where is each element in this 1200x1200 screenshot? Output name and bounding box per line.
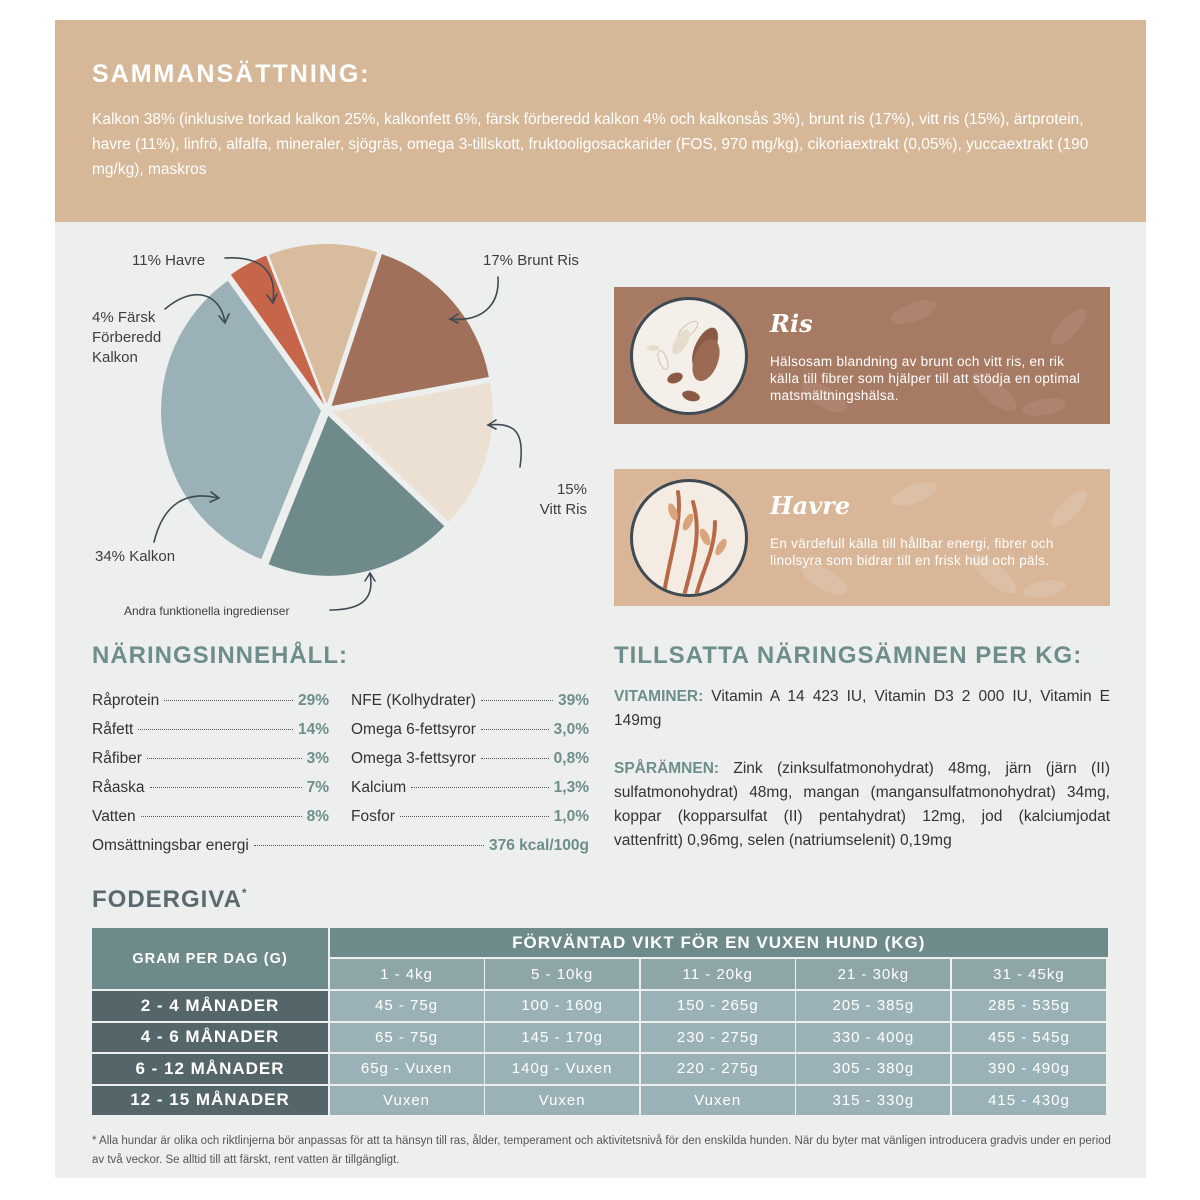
dot-leader	[150, 787, 302, 788]
nutrient-value: 29%	[297, 692, 329, 709]
pie-label-brunt-ris: 17% Brunt Ris	[483, 252, 579, 269]
feeding-amount-cell: Vuxen	[485, 1086, 639, 1116]
nutrient-value: 14%	[297, 721, 329, 738]
card-ris-title: Ris	[770, 309, 813, 338]
trace-elements-values: Zink (zinksulfatmonohydrat) 48mg, järn (järn (II) sulfatmonohydrat) 48mg, mangan (mangansulfatmonohydrat) 34mg, koppar (kopparsulfat (II) pentahydrat) 12mg, jod (kalciumjodat vattenfritt) 0,96mg, selen (natriumselenit) 0,19mg	[614, 760, 1110, 849]
composition-title: SAMMANSÄTTNING:	[92, 60, 371, 88]
vitamins-label: VITAMINER:	[614, 688, 704, 705]
nutrient-label: Kalcium	[351, 779, 407, 796]
ingredient-pie-chart	[55, 222, 615, 642]
feeding-amount-cell: 230 - 275g	[641, 1023, 795, 1053]
pie-label-farsk-line3: Kalkon	[92, 349, 138, 366]
nutrient-label: Råprotein	[92, 692, 160, 709]
page	[55, 20, 1146, 1178]
weight-column-header: 11 - 20kg	[641, 959, 795, 989]
dot-leader	[138, 729, 293, 730]
weight-column-header: 5 - 10kg	[485, 959, 639, 989]
oat-stalk-icon	[630, 479, 748, 597]
feeding-title-text: FODERGIVA	[92, 886, 242, 913]
arrow-head-brunt	[450, 314, 458, 323]
nutrition-left-row-0	[92, 692, 329, 710]
feeding-amount-cell: 415 - 430g	[952, 1086, 1106, 1116]
card-havre	[614, 469, 1110, 606]
composition-text: Kalkon 38% (inklusive torkad kalkon 25%, kalkonfett 6%, färsk förberedd kalkon 4% och kalkonsås 3%), brunt ris (17%), vitt ris (15%), ärtprotein, havre (11%), linfrö, alfalfa, mineraler, sjögräs, omega 3-tillskott, fruktooligosackarider (FOS, 970 mg/kg), cikoriaextrakt (0,05%), yuccaextrakt (190 mg/kg), maskros	[92, 111, 1089, 178]
dot-leader	[481, 729, 549, 730]
pie-label-farsk-line2: Förberedd	[92, 329, 162, 346]
nutrient-label: Vatten	[92, 808, 136, 825]
dot-leader	[147, 758, 302, 759]
feeding-amount-cell: 145 - 170g	[485, 1023, 639, 1053]
nutrition-left-row-4	[92, 808, 329, 826]
nutrient-label: Omega 6-fettsyror	[351, 721, 476, 738]
arrow-havre	[225, 258, 274, 302]
age-row-header: 12 - 15 MÅNADER	[92, 1086, 328, 1116]
feeding-amount-cell: 305 - 380g	[796, 1054, 950, 1084]
card-ris-text: Hälsosam blandning av brunt och vitt ris, en rik källa till fibrer som hjälper till att stödja en optimal matsmältningshälsa.	[770, 354, 1081, 403]
card-ris	[614, 287, 1110, 424]
pie-label-andra: Andra funktionella ingredienser	[124, 604, 290, 618]
feeding-amount-cell: Vuxen	[330, 1086, 484, 1116]
nutrient-value: 376 kcal/100g	[489, 837, 589, 854]
card-havre-text: En värdefull källa till hållbar energi, fibrer och linolsyra som bidrar till en frisk hud och päls.	[770, 536, 1054, 568]
table-group-header: FÖRVÄNTAD VIKT FÖR EN VUXEN HUND (KG)	[330, 928, 1109, 957]
trace-elements-text	[614, 757, 1110, 853]
dot-leader	[164, 700, 293, 701]
card-havre-title: Havre	[770, 491, 851, 520]
nutrient-value: 3,0%	[553, 721, 589, 738]
feeding-amount-cell: 285 - 535g	[952, 991, 1106, 1021]
dot-leader	[141, 816, 302, 817]
nutrient-label: Omega 3-fettsyror	[351, 750, 476, 767]
composition-section	[55, 20, 1146, 222]
nutrient-label: Omsättningsbar energi	[92, 837, 249, 854]
nutrition-energy-row-0	[92, 837, 589, 855]
nutrition-left-row-1	[92, 721, 329, 739]
pie-arrows	[55, 222, 615, 642]
table-corner-header: GRAM PER DAG (G)	[92, 928, 328, 989]
arrow-andra	[330, 574, 371, 610]
arrow-kalkon	[154, 496, 218, 542]
age-row-header: 6 - 12 MÅNADER	[92, 1054, 328, 1084]
pie-label-vitt-line2: Vitt Ris	[539, 501, 587, 518]
age-row-header: 2 - 4 MÅNADER	[92, 991, 328, 1021]
arrow-head-havre	[267, 294, 277, 303]
feeding-amount-cell: 140g - Vuxen	[485, 1054, 639, 1084]
pie-label-vitt-ris	[525, 480, 587, 520]
dot-leader	[481, 700, 553, 701]
dot-leader	[481, 758, 549, 759]
feeding-amount-cell: 330 - 400g	[796, 1023, 950, 1053]
nutrition-title: NÄRINGSINNEHÅLL:	[92, 642, 348, 669]
nutrient-value: 39%	[557, 692, 589, 709]
nutrient-value: 1,3%	[553, 779, 589, 796]
pie-label-vitt-line1: 15%	[556, 481, 587, 498]
dot-leader	[411, 787, 549, 788]
nutrition-right-row-1	[351, 721, 589, 739]
nutrient-label: NFE (Kolhydrater)	[351, 692, 476, 709]
trace-elements-label: SPÅRÄMNEN:	[614, 760, 720, 777]
added-nutrients-title: TILLSATTA NÄRINGSÄMNEN PER KG:	[614, 642, 1083, 669]
nutrition-left-row-2	[92, 750, 329, 768]
arrow-brunt-ris	[450, 277, 498, 319]
weight-column-header: 1 - 4kg	[330, 959, 484, 989]
pie-label-farsk-kalkon	[92, 308, 161, 368]
nutrition-right-row-4	[351, 808, 589, 826]
arrow-farsk	[165, 295, 225, 322]
nutrient-label: Råfiber	[92, 750, 142, 767]
nutrient-value: 8%	[306, 808, 329, 825]
nutrient-label: Råaska	[92, 779, 145, 796]
feeding-amount-cell: 315 - 330g	[796, 1086, 950, 1116]
nutrient-value: 3%	[306, 750, 329, 767]
nutrient-value: 7%	[306, 779, 329, 796]
dot-leader	[400, 816, 549, 817]
nutrition-left-row-3	[92, 779, 329, 797]
feeding-amount-cell: 65g - Vuxen	[330, 1054, 484, 1084]
nutrient-value: 0,8%	[553, 750, 589, 767]
age-row-header: 4 - 6 MÅNADER	[92, 1023, 328, 1053]
pie-label-farsk-line1: 4% Färsk	[92, 309, 156, 326]
pie-label-havre: 11% Havre	[132, 252, 206, 269]
weight-column-header: 31 - 45kg	[952, 959, 1106, 989]
nutrition-table	[92, 692, 589, 872]
arrow-vitt-ris	[488, 424, 521, 467]
feeding-amount-cell: 455 - 545g	[952, 1023, 1106, 1053]
feeding-amount-cell: 45 - 75g	[330, 991, 484, 1021]
dot-leader	[254, 845, 484, 846]
feeding-amount-cell: 390 - 490g	[952, 1054, 1106, 1084]
nutrition-right-row-2	[351, 750, 589, 768]
nutrient-label: Fosfor	[351, 808, 395, 825]
feeding-footnote: * Alla hundar är olika och riktlinjerna bör anpassas för att ta hänsyn till ras, ålder, temperament och aktivitetsnivå för den enskilda hunden. När du byter mat vänligen introducera gradvis under en period av två veckor. Se alltid till att färskt, rent vatten är tillgängligt.	[92, 1135, 1111, 1166]
nutrition-right-row-0	[351, 692, 589, 710]
nutrient-label: Råfett	[92, 721, 134, 738]
rice-grains-icon	[630, 297, 748, 415]
feeding-amount-cell: 150 - 265g	[641, 991, 795, 1021]
feeding-amount-cell: 220 - 275g	[641, 1054, 795, 1084]
nutrition-right-row-3	[351, 779, 589, 797]
pie-label-kalkon: 34% Kalkon	[95, 548, 176, 565]
feeding-title-mark: *	[241, 886, 248, 900]
feeding-title	[92, 886, 248, 914]
vitamins-text	[614, 685, 1110, 733]
feeding-amount-cell: 100 - 160g	[485, 991, 639, 1021]
feeding-amount-cell: 65 - 75g	[330, 1023, 484, 1053]
weight-column-header: 21 - 30kg	[796, 959, 950, 989]
feeding-amount-cell: 205 - 385g	[796, 991, 950, 1021]
feeding-amount-cell: Vuxen	[641, 1086, 795, 1116]
vitamins-values: Vitamin A 14 423 IU, Vitamin D3 2 000 IU, Vitamin E 149mg	[614, 688, 1110, 729]
nutrient-value: 1,0%	[553, 808, 589, 825]
